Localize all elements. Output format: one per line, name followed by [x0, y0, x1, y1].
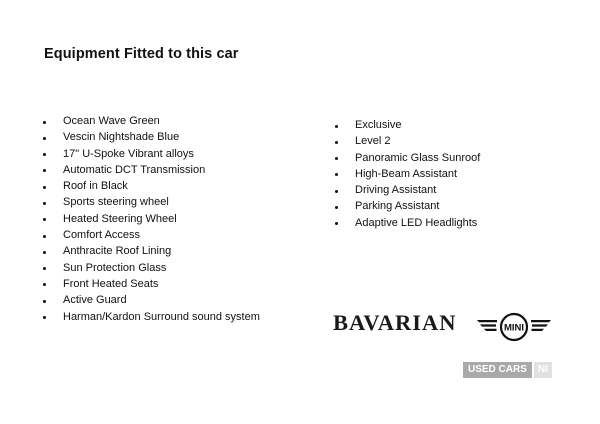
- badge-main: USED CARS: [463, 362, 532, 378]
- list-item: Roof in Black: [42, 178, 260, 194]
- list-item: Parking Assistant: [334, 198, 480, 214]
- list-item: Vescin Nightshade Blue: [42, 129, 260, 145]
- list-item: Front Heated Seats: [42, 276, 260, 292]
- badge-suffix: NI: [534, 362, 552, 378]
- list-item: Ocean Wave Green: [42, 113, 260, 129]
- list-item: Exclusive: [334, 117, 480, 133]
- list-item: High-Beam Assistant: [334, 166, 480, 182]
- list-item: Active Guard: [42, 292, 260, 308]
- list-item: Sports steering wheel: [42, 194, 260, 210]
- equipment-list-right: [334, 117, 480, 231]
- page-title: Equipment Fitted to this car: [44, 46, 239, 62]
- dealer-name: BAVARIAN: [333, 310, 457, 335]
- mini-logo-text: MINI: [503, 322, 525, 334]
- list-item: Level 2: [334, 133, 480, 149]
- list-item: Comfort Access: [42, 227, 260, 243]
- list-item: Adaptive LED Headlights: [334, 215, 480, 231]
- list-item: Anthracite Roof Lining: [42, 243, 260, 259]
- list-item: Driving Assistant: [334, 182, 480, 198]
- mini-logo-icon: [475, 312, 553, 342]
- list-item: 17" U-Spoke Vibrant alloys: [42, 146, 260, 162]
- list-item: Sun Protection Glass: [42, 260, 260, 276]
- list-item: Harman/Kardon Surround sound system: [42, 309, 260, 325]
- list-item: Heated Steering Wheel: [42, 211, 260, 227]
- used-cars-badge: [463, 362, 552, 378]
- list-item: Panoramic Glass Sunroof: [334, 150, 480, 166]
- equipment-list-left: [42, 113, 260, 325]
- list-item: Automatic DCT Transmission: [42, 162, 260, 178]
- dealer-logo: [333, 310, 456, 336]
